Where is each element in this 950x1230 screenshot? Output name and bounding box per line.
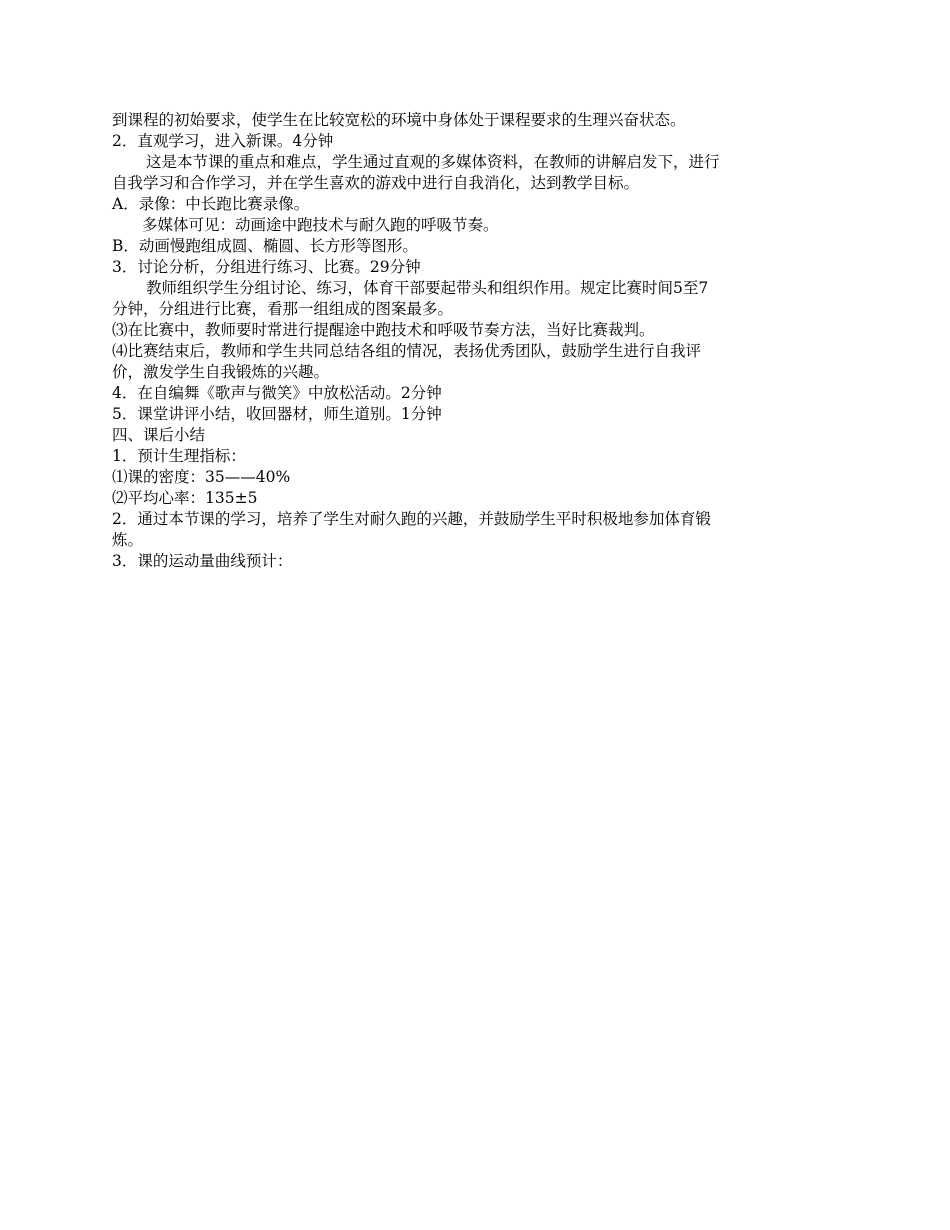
section-heading: 3．课的运动量曲线预计： xyxy=(112,552,293,570)
list-item: ⑴课的密度：35——40% xyxy=(112,468,291,486)
list-item: A．录像：中长跑比赛录像。 xyxy=(112,195,310,213)
section-heading: 2．通过本节课的学习，培养了学生对耐久跑的兴趣，并鼓励学生平时积极地参加体育锻 xyxy=(112,510,711,528)
section-heading: 1．预计生理指标： xyxy=(112,447,246,465)
paragraph-line: 炼。 xyxy=(112,531,144,549)
paragraph-line: 教师组织学生分组讨论、练习，体育干部要起带头和组织作用。规定比赛时间5至7 xyxy=(146,279,709,297)
section-title: 四、课后小结 xyxy=(112,426,206,444)
list-item: ⑵平均心率：135±5 xyxy=(112,489,258,507)
paragraph-line: 多媒体可见：动画途中跑技术与耐久跑的呼吸节奏。 xyxy=(142,216,499,234)
section-heading: 5．课堂讲评小结，收回器材，师生道别。1分钟 xyxy=(112,405,442,423)
list-item: ⑷比赛结束后，教师和学生共同总结各组的情况，表扬优秀团队，鼓励学生进行自我评 xyxy=(112,342,702,360)
paragraph-line: 这是本节课的重点和难点，学生通过直观的多媒体资料，在教师的讲解启发下，进行 xyxy=(146,153,720,171)
list-item: B．动画慢跑组成圆、椭圆、长方形等图形。 xyxy=(112,237,418,255)
paragraph-line: 价，激发学生自我锻炼的兴趣。 xyxy=(112,363,330,381)
section-heading: 4．在自编舞《歌声与微笑》中放松活动。2分钟 xyxy=(112,384,442,402)
list-item: ⑶在比赛中，教师要时常进行提醒途中跑技术和呼吸节奏方法，当好比赛裁判。 xyxy=(112,321,655,339)
paragraph-line: 到课程的初始要求，使学生在比较宽松的环境中身体处于课程要求的生理兴奋状态。 xyxy=(112,111,686,129)
document-page xyxy=(112,110,828,572)
section-heading: 2．直观学习，进入新课。4分钟 xyxy=(112,132,334,150)
section-heading: 3．讨论分析，分组进行练习、比赛。29分钟 xyxy=(112,258,421,276)
paragraph-line: 自我学习和合作学习，并在学生喜欢的游戏中进行自我消化，达到教学目标。 xyxy=(112,174,640,192)
paragraph-line: 分钟，分组进行比赛，看那一组组成的图案最多。 xyxy=(112,300,454,318)
